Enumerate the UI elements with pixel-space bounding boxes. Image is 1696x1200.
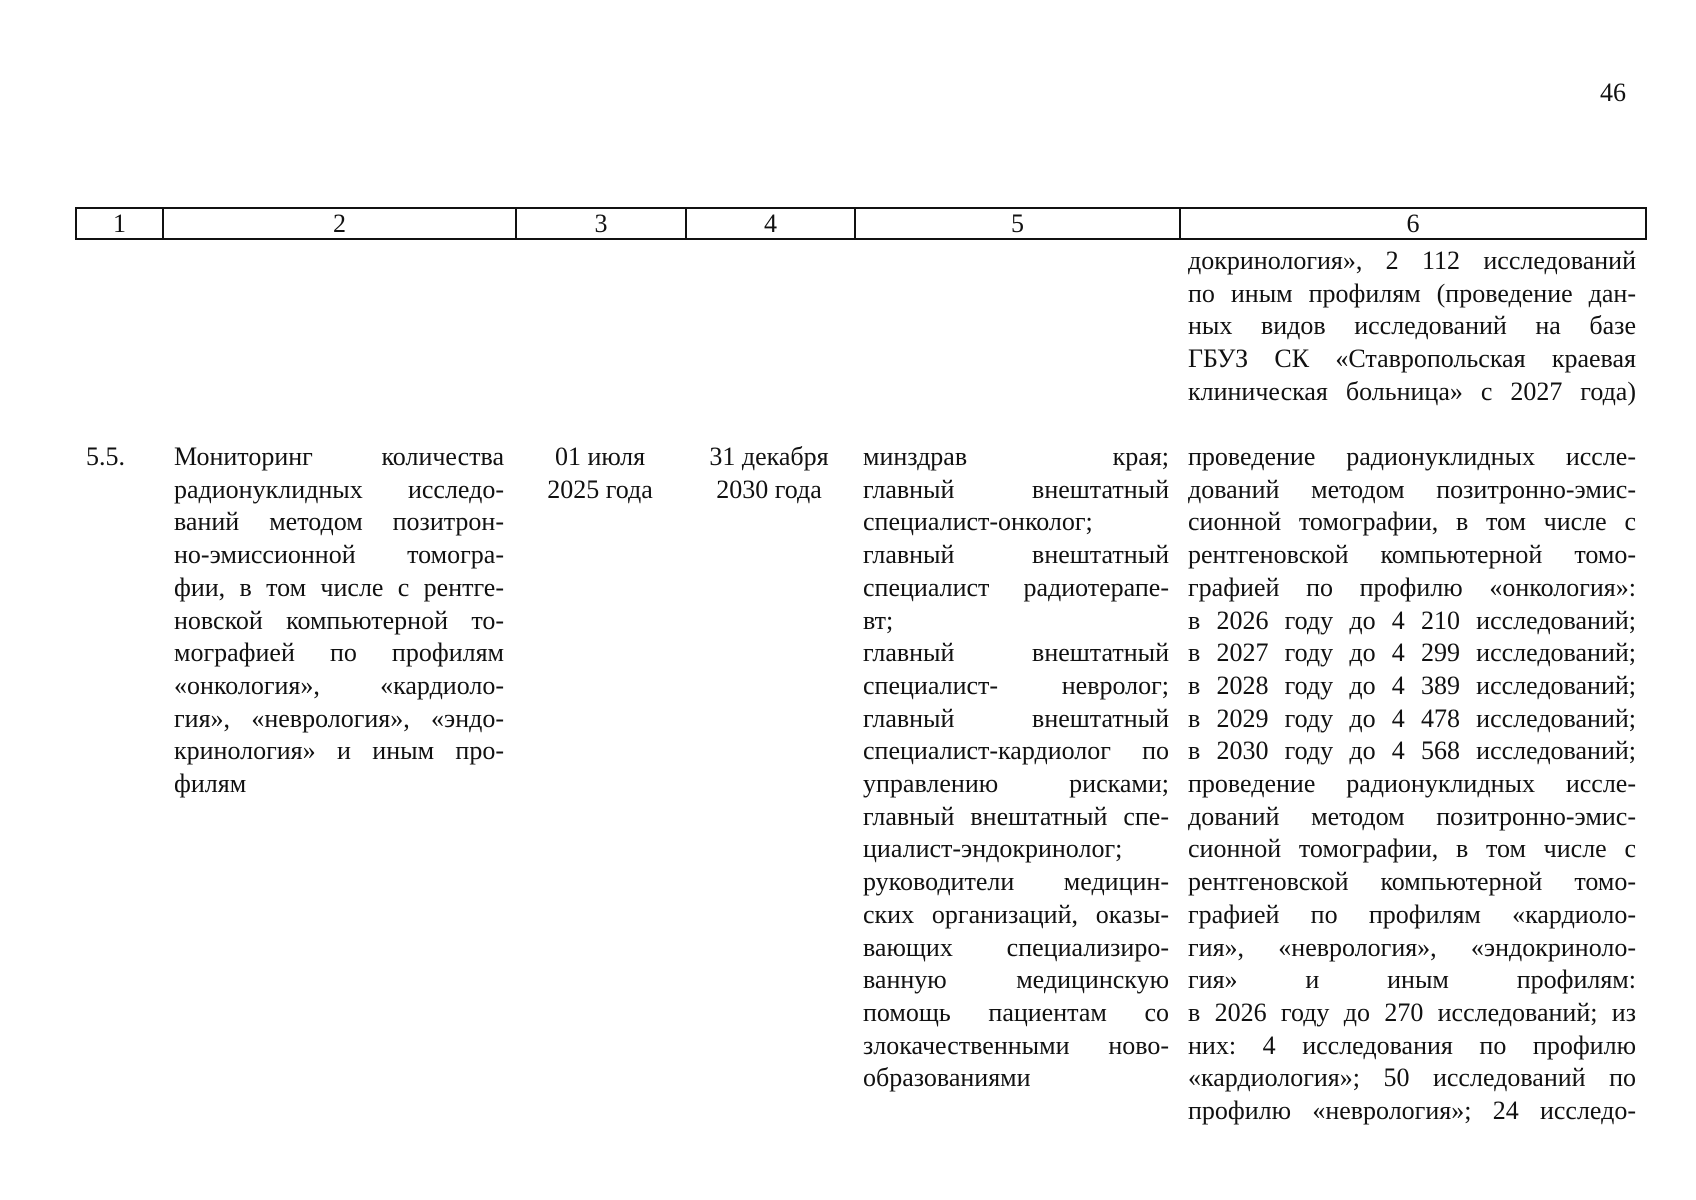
text-line: ваний методом позитрон- [174,507,504,537]
text-line: сионной томографии, в том числе с [1188,834,1636,864]
text-line: специалист- невролог; [863,670,1169,700]
text-line: вт; [863,605,894,635]
row-description [174,441,504,801]
text-line: фии, в том числе с рентге- [174,572,504,602]
text-line: ГБУЗ СК «Ставропольская краевая [1188,344,1636,374]
text-line: управлению рисками; [863,769,1169,799]
text-line: проведение радионуклидных иссле- [1188,769,1636,799]
text-line: главный внештатный спе- [863,801,1169,831]
text-line: гия» и иным профилям: [1188,965,1636,995]
text-line: руководители медицин- [863,867,1169,897]
text-line: клиническая больница» с 2027 года) [1188,376,1636,406]
text-line: 2025 года [547,474,653,504]
text-line: докринология», 2 112 исследований [1188,246,1636,275]
text-line: них: 4 исследования по профилю [1188,1030,1636,1060]
column-number-5: 5 [855,208,1180,239]
text-line: графией по профилю «онкология»: [1188,572,1636,602]
text-line: в 2026 году до 4 210 исследований; [1188,605,1636,635]
row-end-date [688,441,850,506]
text-line: «кардиология»; 50 исследований по [1188,1063,1636,1093]
text-line: дований методом позитронно-эмис- [1188,801,1636,831]
text-line: помощь пациентам со [863,997,1169,1027]
text-line: специалист радиотерапе- [863,572,1169,602]
text-line: в 2029 году до 4 478 исследований; [1188,703,1636,733]
text-line: главный внештатный [863,638,1169,668]
text-line: в 2026 году до 270 исследований; из [1188,997,1636,1027]
text-line: Мониторинг количества [174,442,504,471]
text-line: рентгеновской компьютерной томо- [1188,540,1636,570]
text-line: гия», «неврология», «эндокриноло- [1188,932,1636,962]
text-line: в 2030 году до 4 568 исследований; [1188,736,1636,766]
text-line: ских организаций, оказы- [863,899,1169,929]
table-header-row [75,207,1647,240]
text-line: графией по профилям «кардиоло- [1188,899,1636,929]
text-line: радионуклидных исследо- [174,474,504,504]
text-line: циалист-эндокринолог; [863,834,1123,864]
text-line: мографией по профилям [174,638,504,668]
row-responsible [863,441,1169,1095]
continuation-column-6 [1188,245,1636,409]
text-line: новской компьютерной то- [174,605,504,635]
text-line: но-эмиссионной томогра- [174,540,504,570]
text-line: гия», «неврология», «эндо- [174,703,504,733]
text-line: в 2028 году до 4 389 исследований; [1188,670,1636,700]
text-line: главный внештатный [863,703,1169,733]
row-start-date [520,441,680,506]
page-number: 46 [1600,78,1626,107]
column-number-1: 1 [76,208,163,239]
column-number-2: 2 [163,208,516,239]
text-line: филям [174,769,247,799]
column-number-4: 4 [686,208,855,239]
text-line: вающих специализиро- [863,932,1169,962]
text-line: главный внештатный [863,540,1169,570]
column-number-3: 3 [516,208,686,239]
text-line: минздрав края; [863,442,1169,471]
text-line: кринология» и иным про- [174,736,504,766]
text-line: профилю «неврология»; 24 исследо- [1188,1096,1636,1126]
text-line: рентгеновской компьютерной томо- [1188,867,1636,897]
text-line: «онкология», «кардиоло- [174,670,504,700]
text-line: 01 июля [554,442,646,471]
row-number: 5.5. [86,442,125,471]
text-line: сионной томографии, в том числе с [1188,507,1636,537]
text-line: 2030 года [716,474,822,504]
column-number-6: 6 [1180,208,1646,239]
row-result [1188,441,1636,1128]
text-line: специалист-онколог; [863,507,1093,537]
text-line: в 2027 году до 4 299 исследований; [1188,638,1636,668]
text-line: по иным профилям (проведение дан- [1188,278,1636,308]
text-line: 31 декабря [709,442,829,471]
text-line: дований методом позитронно-эмис- [1188,474,1636,504]
text-line: злокачественными ново- [863,1030,1169,1060]
text-line: ванную медицинскую [863,965,1169,995]
text-line: главный внештатный [863,474,1169,504]
text-line: образованиями [863,1063,1031,1093]
text-line: проведение радионуклидных иссле- [1188,442,1636,471]
text-line: специалист-кардиолог по [863,736,1169,766]
text-line: ных видов исследований на базе [1188,311,1636,341]
